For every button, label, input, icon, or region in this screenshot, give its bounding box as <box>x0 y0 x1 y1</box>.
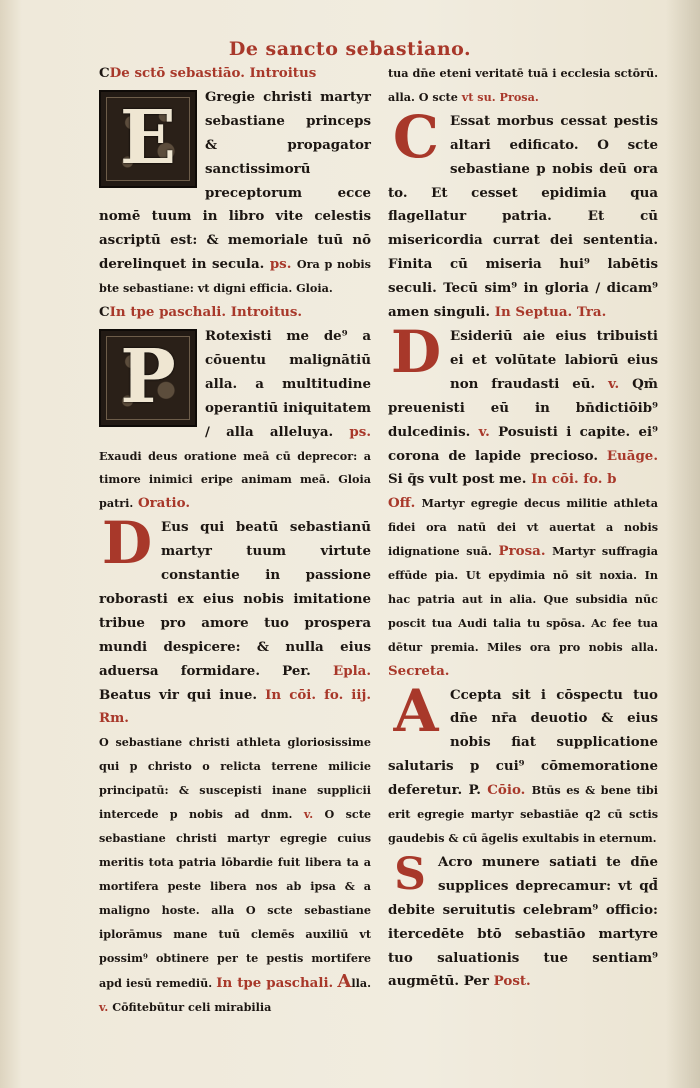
epistle-reference: In cōi. fo. iij. Rm. <box>99 686 371 727</box>
secreta-rubric: Secreta. <box>388 662 450 679</box>
red-initial: C <box>392 102 440 171</box>
verse-block <box>99 731 371 1020</box>
red-initial: S <box>394 848 426 900</box>
red-initial: A <box>393 676 439 745</box>
psalm-marker: ps. <box>269 256 292 273</box>
offertory-text-2: Martyr suffragia effūde pia. Ut epydimia nō sit noxia. In hac patria aut in alia. Que subsidia nūc poscit tua Audi talia tu spōsa. Ac fee tua dētur premia. Miles ora pro nobis alla. <box>388 544 658 654</box>
red-initial: D <box>390 317 442 386</box>
introit-2 <box>99 325 371 516</box>
right-column <box>388 62 658 990</box>
heading-introit-2 <box>99 301 371 325</box>
offertory-text: Martyr egregie decus militie athleta fidei ora natū dei vt auertat a nobis idignatione suā. <box>388 496 658 559</box>
pilcrow-mark: C <box>99 304 110 321</box>
offertory <box>388 492 658 683</box>
verse-marker: v. <box>303 807 314 822</box>
septuagesima-rubric: In Septua. <box>494 304 573 321</box>
woodcut-initial <box>99 90 197 188</box>
secreta-text: Ccepta sit i cōspectu tuo dn̄e nr̄a deuotio & eius nobis fiat supplicatione salutaris p cui⁹ cōmemoratione deferetur. P. <box>388 686 658 799</box>
tract <box>388 317 658 492</box>
opening-text: tua dn̄e eteni veritatē tuā i ecclesia sctōrū. alla. O scte <box>388 66 658 104</box>
secreta <box>388 676 658 851</box>
postcommunion-rubric: Post. <box>493 973 531 990</box>
offertory-marker: Off. <box>388 495 416 512</box>
prosa <box>388 102 658 325</box>
verse-marker: v. <box>608 375 620 392</box>
final-text: lla. <box>351 976 371 991</box>
woodcut-initial <box>99 329 197 427</box>
opening-line <box>388 62 658 110</box>
communion-text: Btūs es & bene tibi erit egregie martyr sebastiāe q2 cū sctis gaudebis & cū āgelis exultabis in eternum. <box>388 783 658 845</box>
psalm-text: Ora p nobis bte sebastiane: vt digni efficia. Gloia. <box>99 257 371 296</box>
easter-rubric: In tpe paschali. <box>216 975 334 992</box>
prosa-rubric: Prosa. <box>499 89 539 104</box>
page-gutter-shadow <box>666 0 700 1088</box>
final-initial: A <box>337 971 352 993</box>
tract-text-3: Posuisti i capite. ei⁹ corona de lapide precioso. <box>388 423 658 464</box>
epistle-text: Beatus vir qui inue. <box>99 686 258 703</box>
heading-introit-1 <box>99 62 371 86</box>
oratio-rubric: Oratio. <box>137 495 190 512</box>
opening-rubric: vt su. <box>461 89 496 104</box>
prosa-rubric: Prosa. <box>498 543 546 560</box>
psalm-text: Exaudi deus oratione meā cū deprecor: a timore inimici eripe animam meā. Gloia patri. <box>99 448 371 511</box>
running-head: De sancto sebastiano. <box>228 38 472 60</box>
pilcrow-mark: C <box>99 65 110 81</box>
postcommunion-text: Acro munere satiati te dn̄e supplices deprecamur: vt qd̄ debite seruitutis celebram⁹ officio: itercedēte btō sebastiāo martyre tuo saluationis tue sentiam⁹ augmētū. Per <box>388 853 658 990</box>
verse-text: O sebastiane christi athleta gloriosissime qui p christo o relicta terrene milicie principatū: & suscepisti inane supplicii intercede p nobis ad dnm. <box>99 735 371 822</box>
prosa-text: Essat morbus cessat pestis altari edificato. O scte sebastiane p nobis deū ora to. Et cesset epidimia qua flagellatur patria. Et cū misericordia currat dei sententia. Finita cū miseria hui⁹ labētis seculi. Tecū sim⁹ in gloria / dicam⁹ amen singuli. <box>388 112 658 321</box>
verse-marker: v. <box>478 423 490 440</box>
tract-rubric: Tra. <box>576 304 607 321</box>
introit-1 <box>99 86 371 301</box>
tract-text: Esideriū aie eius tribuisti ei et volūtate labiorū eius non fraudasti eū. <box>450 327 658 392</box>
communion-marker: Cōio. <box>487 782 526 799</box>
gospel-reference: In cōi. fo. b <box>531 471 617 488</box>
introit-text: Rotexisti me de⁹ a cōuentu malignātiū alla. a multitudine operantiū iniquitatem / alla alleluya. <box>205 327 371 440</box>
oratio <box>99 509 371 731</box>
psalm-marker: ps. <box>349 423 371 440</box>
section-heading: De sctō sebastiāo. Introitus <box>109 65 317 81</box>
verse-text-2: O scte sebastiane christi martyr egregie cuius meritis tota patria lōbardie fuit libera ta a mortifera peste libera nos ab ipsa & a maligno hoste. alla O scte sebastiane iplorāmus mane tuū clemēs auxiliū vt possim⁹ obtinere per te pestis mortifere apd iesū remediū. <box>99 807 371 991</box>
final-marker: v. <box>99 1000 109 1015</box>
red-initial: D <box>101 509 153 578</box>
final-text-2: Cōfitebūtur celi mirabilia <box>112 1000 272 1015</box>
initial-letter: P <box>120 334 176 421</box>
epistle-marker: Epla. <box>333 662 371 679</box>
introit-text: Gregie christi martyr sebastiane princeps & propagator sanctissimorū preceptorum ecce nomē tuum in libro vite celestis ascriptū est: & memoriale tuū nō derelinquet in secula. <box>99 88 371 273</box>
gospel-text: Si q̄s vult post me. <box>388 471 527 488</box>
section-heading: In tpe paschali. Introitus. <box>109 304 303 321</box>
gospel-rubric: Euāge. <box>606 447 658 464</box>
tract-text-2: Qm̄ preuenisti eū in bn̄dictiōib⁹ dulcedinis. <box>388 375 658 440</box>
initial-letter: E <box>119 94 177 181</box>
left-column <box>99 62 371 1015</box>
postcommunion <box>388 848 658 994</box>
oratio-text: Eus qui beatū sebastianū martyr tuum virtute constantie in passione roborasti ex eius nobis imitatione tribue pro amore tuo prospera mundi despicere: & nulla eius aduersa formidare. Per. <box>99 519 371 679</box>
